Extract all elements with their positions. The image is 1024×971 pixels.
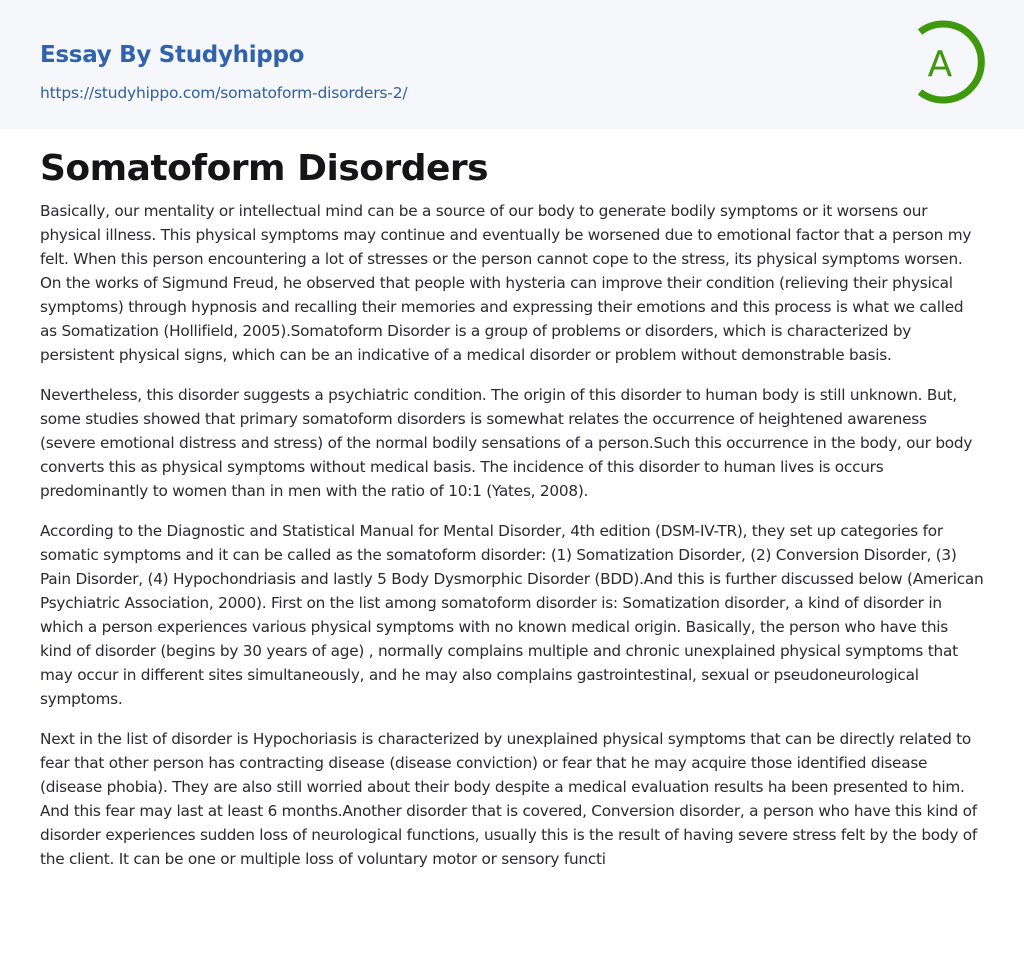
logo-letter: A (927, 44, 953, 85)
brand-title: Essay By Studyhippo (40, 42, 305, 68)
article-body (0, 147, 1024, 871)
article-paragraph: Nevertheless, this disorder suggests a psychiatric condition. The origin of this disorder to human body is still unknown. But, some studies showed that primary somatoform disorders is somewhat relates the occurrence of heightened awareness (severe emotional distress and stress) of the normal bodily sensations of a person.Such this occurrence in the body, our body converts this as physical symptoms without medical basis. The incidence of this disorder to human lives is occurs predominantly to women than in men with the ratio of 10:1 (Yates, 2008). (40, 386, 973, 500)
article-paragraph: Basically, our mentality or intellectual mind can be a source of our body to generate bodily symptoms or it worsens our physical illness. This physical symptoms may continue and eventually be worsened due to emotional factor that a person my felt. When this person encountering a lot of stresses or the person cannot cope to the stress, its physical symptoms worsen. On the works of Sigmund Freud, he observed that people with hysteria can improve their condition (relieving their physical symptoms) through hypnosis and recalling their memories and expressing their emotions and this process is what we called as Somatization (Hollifield, 2005).Somatoform Disorder is a group of problems or disorders, which is characterized by persistent physical signs, which can be an indicative of a medical disorder or problem without demonstrable basis. (40, 202, 972, 364)
page-title: Somatoform Disorders (40, 148, 489, 189)
studyhippo-logo-icon[interactable] (910, 18, 988, 106)
source-url-link[interactable]: https://studyhippo.com/somatoform-disorders-2/ (40, 84, 408, 102)
article-paragraph: Next in the list of disorder is Hypochoriasis is characterized by unexplained physical symptoms that can be directly related to fear that other person has contracting disease (disease conviction) or fear that he may acquire those identified disease (disease phobia). They are also still worried about their body despite a medical evaluation results ha been presented to him. And this fear may last at least 6 months.Another disorder that is covered, Conversion disorder, a person who have this kind of disorder experiences sudden loss of neurological functions, usually this is the result of having severe stress felt by the body of the client. It can be one or multiple loss of voluntary motor or sensory functi (40, 730, 978, 868)
site-header (0, 0, 1024, 129)
article-paragraph: According to the Diagnostic and Statistical Manual for Mental Disorder, 4th edition (DSM-IV-TR), they set up categories for somatic symptoms and it can be called as the somatoform disorder: (1) Somatization Disorder, (2) Conversion Disorder, (3) Pain Disorder, (4) Hypochondriasis and lastly 5 Body Dysmorphic Disorder (BDD).And this is further discussed below (American Psychiatric Association, 2000). First on the list among somatoform disorder is: Somatization disorder, a kind of disorder in which a person experiences various physical symptoms with no known medical origin. Basically, the person who have this kind of disorder (begins by 30 years of age) , normally complains multiple and chronic unexplained physical symptoms that may occur in different sites simultaneously, and he may also complains gastrointestinal, sexual or pseudoneurological symptoms. (40, 522, 984, 708)
